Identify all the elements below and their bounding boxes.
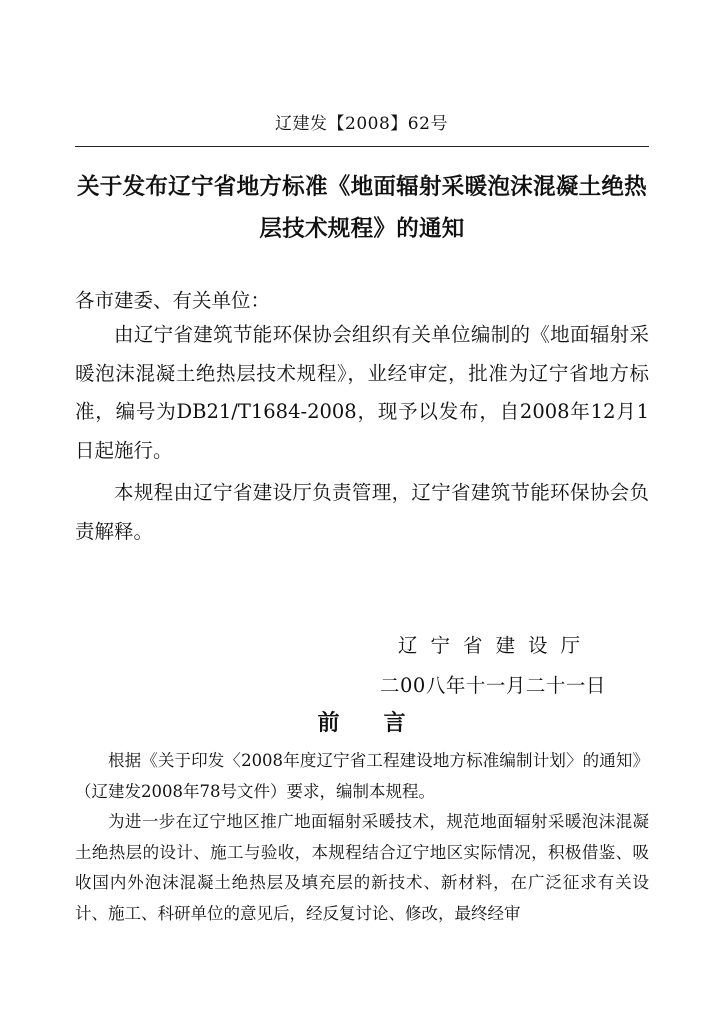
notice-title: 关于发布辽宁省地方标准《地面辐射采暖泡沫混凝土绝热层技术规程》的通知: [76, 174, 647, 242]
notice-paragraph: 本规程由辽宁省建设厅负责管理，辽宁省建筑节能环保协会负责解释。: [75, 481, 649, 543]
notice-paragraph: 由辽宁省建筑节能环保协会组织有关单位编制的《地面辐射采暖泡沫混凝土绝热层技术规程》，业经审定，批准为辽宁省地方标准，编号为DB21/T1684-2008，现予以发布，自2008年12月1日起施行。: [75, 323, 649, 462]
issue-date: 二00八年十一月二十一日: [380, 674, 606, 697]
preface-paragraph: 根据《关于印发〈2008年度辽宁省工程建设地方标准编制计划〉的通知》（辽建发2008年78号文件）要求，编制本规程。: [75, 751, 649, 801]
preface-paragraph: 为进一步在辽宁地区推广地面辐射采暖技术，规范地面辐射采暖泡沫混凝土绝热层的设计、施工与验收，本规程结合辽宁地区实际情况，积极借鉴、吸收国内外泡沫混凝土绝热层及填充层的新技术、新材料，在广泛征求有关设计、施工、科研单位的意见后，经反复讨论、修改，最终经审: [75, 812, 649, 923]
issuer-name: 辽宁省建设厅: [398, 634, 594, 657]
header-divider: [75, 146, 649, 147]
salutation: 各市建委、有关单位：: [75, 289, 271, 312]
document-number: 辽建发【2008】62号: [275, 114, 448, 134]
preface-heading: 前言: [317, 711, 450, 736]
